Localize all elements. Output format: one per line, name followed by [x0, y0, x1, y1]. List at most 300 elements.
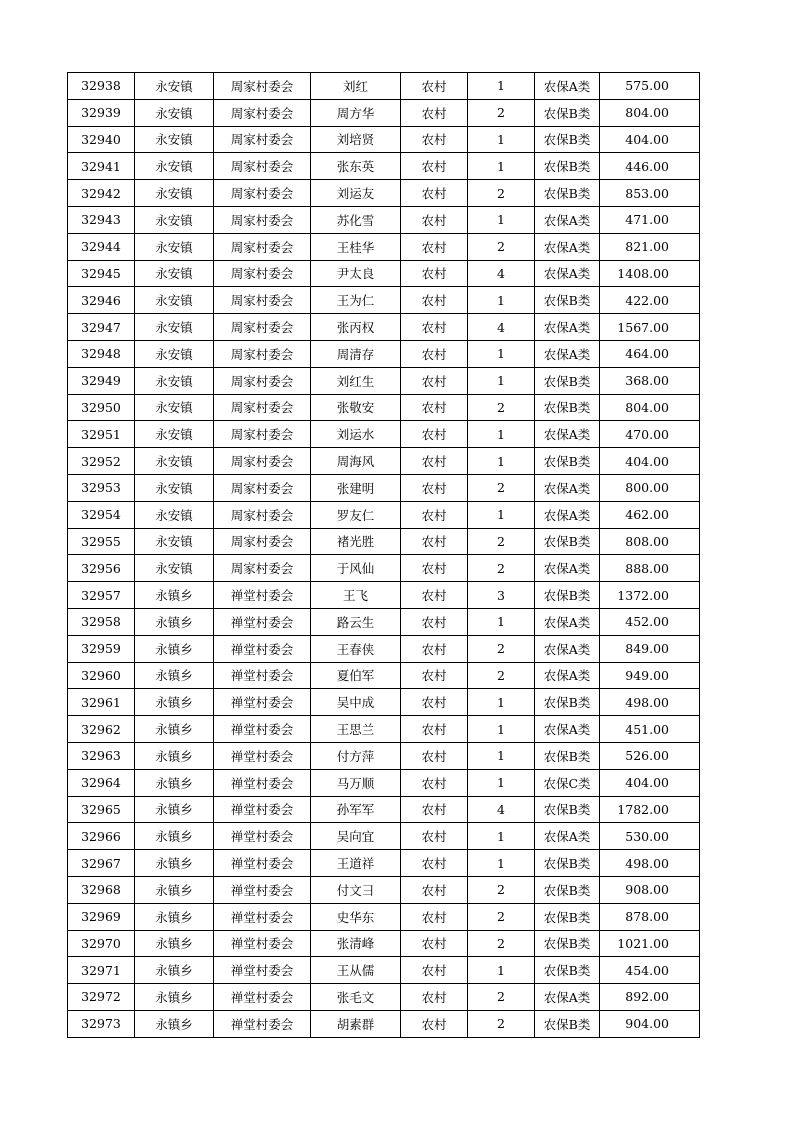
- record-id-cell: 32946: [68, 287, 135, 314]
- town-cell: 永镇乡: [135, 930, 214, 957]
- insurance-category-cell: 农保B类: [535, 957, 600, 984]
- town-cell: 永安镇: [135, 340, 214, 367]
- insurance-category-cell: 农保A类: [535, 662, 600, 689]
- record-id-cell: 32942: [68, 180, 135, 207]
- person-name-cell: 周方华: [311, 99, 401, 126]
- household-type-cell: 农村: [401, 689, 468, 716]
- table-row: [68, 474, 700, 501]
- household-type-cell: 农村: [401, 555, 468, 582]
- household-size-cell: 1: [468, 73, 535, 100]
- village-committee-cell: 禅堂村委会: [214, 823, 311, 850]
- household-size-cell: 1: [468, 716, 535, 743]
- village-committee-cell: 禅堂村委会: [214, 742, 311, 769]
- household-size-cell: 2: [468, 984, 535, 1011]
- household-size-cell: 2: [468, 876, 535, 903]
- record-id-cell: 32972: [68, 984, 135, 1011]
- insurance-category-cell: 农保A类: [535, 823, 600, 850]
- village-committee-cell: 周家村委会: [214, 206, 311, 233]
- amount-cell: 804.00: [600, 394, 700, 421]
- table-row: [68, 742, 700, 769]
- person-name-cell: 苏化雪: [311, 206, 401, 233]
- amount-cell: 821.00: [600, 233, 700, 260]
- household-size-cell: 1: [468, 421, 535, 448]
- insurance-category-cell: 农保A类: [535, 73, 600, 100]
- record-id-cell: 32971: [68, 957, 135, 984]
- person-name-cell: 周海风: [311, 448, 401, 475]
- household-type-cell: 农村: [401, 903, 468, 930]
- village-committee-cell: 禅堂村委会: [214, 930, 311, 957]
- insurance-category-cell: 农保A类: [535, 314, 600, 341]
- table-row: [68, 287, 700, 314]
- household-type-cell: 农村: [401, 260, 468, 287]
- table-row: [68, 796, 700, 823]
- household-size-cell: 1: [468, 957, 535, 984]
- person-name-cell: 张毛文: [311, 984, 401, 1011]
- household-type-cell: 农村: [401, 876, 468, 903]
- person-name-cell: 吴向宜: [311, 823, 401, 850]
- village-committee-cell: 周家村委会: [214, 260, 311, 287]
- village-committee-cell: 周家村委会: [214, 528, 311, 555]
- insurance-category-cell: 农保B类: [535, 287, 600, 314]
- town-cell: 永镇乡: [135, 850, 214, 877]
- insurance-category-cell: 农保A类: [535, 233, 600, 260]
- record-id-cell: 32968: [68, 876, 135, 903]
- amount-cell: 888.00: [600, 555, 700, 582]
- person-name-cell: 褚光胜: [311, 528, 401, 555]
- person-name-cell: 刘红: [311, 73, 401, 100]
- person-name-cell: 张敬安: [311, 394, 401, 421]
- town-cell: 永安镇: [135, 367, 214, 394]
- record-id-cell: 32960: [68, 662, 135, 689]
- table-row: [68, 957, 700, 984]
- insurance-category-cell: 农保B类: [535, 850, 600, 877]
- household-type-cell: 农村: [401, 126, 468, 153]
- household-size-cell: 1: [468, 206, 535, 233]
- table-row: [68, 260, 700, 287]
- record-id-cell: 32953: [68, 474, 135, 501]
- household-size-cell: 2: [468, 635, 535, 662]
- amount-cell: 1782.00: [600, 796, 700, 823]
- table-row: [68, 903, 700, 930]
- insurance-category-cell: 农保A类: [535, 206, 600, 233]
- table-row: [68, 769, 700, 796]
- village-committee-cell: 周家村委会: [214, 126, 311, 153]
- insurance-category-cell: 农保B类: [535, 394, 600, 421]
- insurance-category-cell: 农保A类: [535, 474, 600, 501]
- household-type-cell: 农村: [401, 287, 468, 314]
- household-type-cell: 农村: [401, 796, 468, 823]
- household-size-cell: 1: [468, 340, 535, 367]
- town-cell: 永安镇: [135, 474, 214, 501]
- insurance-category-cell: 农保B类: [535, 528, 600, 555]
- village-committee-cell: 禅堂村委会: [214, 876, 311, 903]
- household-size-cell: 2: [468, 930, 535, 957]
- insurance-category-cell: 农保B类: [535, 903, 600, 930]
- village-committee-cell: 禅堂村委会: [214, 582, 311, 609]
- household-type-cell: 农村: [401, 984, 468, 1011]
- record-id-cell: 32961: [68, 689, 135, 716]
- household-size-cell: 3: [468, 582, 535, 609]
- amount-cell: 526.00: [600, 742, 700, 769]
- household-size-cell: 1: [468, 367, 535, 394]
- person-name-cell: 史华东: [311, 903, 401, 930]
- insurance-category-cell: 农保B类: [535, 876, 600, 903]
- household-type-cell: 农村: [401, 528, 468, 555]
- amount-cell: 464.00: [600, 340, 700, 367]
- household-size-cell: 4: [468, 260, 535, 287]
- household-size-cell: 2: [468, 528, 535, 555]
- amount-cell: 878.00: [600, 903, 700, 930]
- insurance-category-cell: 农保B类: [535, 1010, 600, 1037]
- amount-cell: 949.00: [600, 662, 700, 689]
- table-row: [68, 635, 700, 662]
- village-committee-cell: 禅堂村委会: [214, 689, 311, 716]
- record-id-cell: 32957: [68, 582, 135, 609]
- amount-cell: 853.00: [600, 180, 700, 207]
- amount-cell: 575.00: [600, 73, 700, 100]
- person-name-cell: 孙军军: [311, 796, 401, 823]
- town-cell: 永安镇: [135, 448, 214, 475]
- village-committee-cell: 禅堂村委会: [214, 796, 311, 823]
- village-committee-cell: 禅堂村委会: [214, 850, 311, 877]
- amount-cell: 404.00: [600, 448, 700, 475]
- household-type-cell: 农村: [401, 99, 468, 126]
- insurance-category-cell: 农保A类: [535, 608, 600, 635]
- town-cell: 永镇乡: [135, 608, 214, 635]
- insurance-category-cell: 农保A类: [535, 340, 600, 367]
- table-row: [68, 448, 700, 475]
- household-type-cell: 农村: [401, 742, 468, 769]
- person-name-cell: 王思兰: [311, 716, 401, 743]
- amount-cell: 804.00: [600, 99, 700, 126]
- record-id-cell: 32967: [68, 850, 135, 877]
- village-committee-cell: 周家村委会: [214, 73, 311, 100]
- town-cell: 永镇乡: [135, 635, 214, 662]
- town-cell: 永安镇: [135, 394, 214, 421]
- household-size-cell: 2: [468, 903, 535, 930]
- household-size-cell: 2: [468, 474, 535, 501]
- table-row: [68, 99, 700, 126]
- table-row: [68, 1010, 700, 1037]
- person-name-cell: 吴中成: [311, 689, 401, 716]
- insurance-category-cell: 农保C类: [535, 769, 600, 796]
- village-committee-cell: 周家村委会: [214, 180, 311, 207]
- town-cell: 永安镇: [135, 260, 214, 287]
- table-row: [68, 73, 700, 100]
- record-id-cell: 32964: [68, 769, 135, 796]
- amount-cell: 462.00: [600, 501, 700, 528]
- roster-body: [68, 73, 700, 1038]
- town-cell: 永安镇: [135, 126, 214, 153]
- amount-cell: 446.00: [600, 153, 700, 180]
- town-cell: 永安镇: [135, 421, 214, 448]
- record-id-cell: 32949: [68, 367, 135, 394]
- record-id-cell: 32952: [68, 448, 135, 475]
- household-type-cell: 农村: [401, 314, 468, 341]
- town-cell: 永安镇: [135, 73, 214, 100]
- person-name-cell: 周清存: [311, 340, 401, 367]
- table-row: [68, 180, 700, 207]
- record-id-cell: 32947: [68, 314, 135, 341]
- town-cell: 永镇乡: [135, 876, 214, 903]
- person-name-cell: 付文彐: [311, 876, 401, 903]
- insurance-category-cell: 农保B类: [535, 99, 600, 126]
- village-committee-cell: 禅堂村委会: [214, 716, 311, 743]
- village-committee-cell: 周家村委会: [214, 394, 311, 421]
- village-committee-cell: 禅堂村委会: [214, 1010, 311, 1037]
- person-name-cell: 刘红生: [311, 367, 401, 394]
- table-row: [68, 984, 700, 1011]
- record-id-cell: 32941: [68, 153, 135, 180]
- insurance-category-cell: 农保B类: [535, 153, 600, 180]
- town-cell: 永安镇: [135, 555, 214, 582]
- town-cell: 永安镇: [135, 99, 214, 126]
- household-size-cell: 2: [468, 233, 535, 260]
- household-size-cell: 2: [468, 180, 535, 207]
- amount-cell: 908.00: [600, 876, 700, 903]
- village-committee-cell: 周家村委会: [214, 287, 311, 314]
- record-id-cell: 32938: [68, 73, 135, 100]
- table-row: [68, 340, 700, 367]
- record-id-cell: 32948: [68, 340, 135, 367]
- table-row: [68, 662, 700, 689]
- town-cell: 永镇乡: [135, 903, 214, 930]
- town-cell: 永镇乡: [135, 662, 214, 689]
- village-committee-cell: 周家村委会: [214, 340, 311, 367]
- amount-cell: 368.00: [600, 367, 700, 394]
- insurance-category-cell: 农保B类: [535, 180, 600, 207]
- household-size-cell: 1: [468, 501, 535, 528]
- insurance-category-cell: 农保A类: [535, 421, 600, 448]
- amount-cell: 1567.00: [600, 314, 700, 341]
- household-type-cell: 农村: [401, 73, 468, 100]
- household-type-cell: 农村: [401, 394, 468, 421]
- record-id-cell: 32962: [68, 716, 135, 743]
- record-id-cell: 32955: [68, 528, 135, 555]
- person-name-cell: 王春侠: [311, 635, 401, 662]
- record-id-cell: 32963: [68, 742, 135, 769]
- record-id-cell: 32944: [68, 233, 135, 260]
- town-cell: 永镇乡: [135, 957, 214, 984]
- household-size-cell: 2: [468, 394, 535, 421]
- person-name-cell: 王从儒: [311, 957, 401, 984]
- village-committee-cell: 周家村委会: [214, 555, 311, 582]
- amount-cell: 454.00: [600, 957, 700, 984]
- person-name-cell: 尹太良: [311, 260, 401, 287]
- table-row: [68, 314, 700, 341]
- amount-cell: 1372.00: [600, 582, 700, 609]
- household-type-cell: 农村: [401, 608, 468, 635]
- table-row: [68, 394, 700, 421]
- village-committee-cell: 周家村委会: [214, 233, 311, 260]
- household-size-cell: 1: [468, 742, 535, 769]
- town-cell: 永镇乡: [135, 769, 214, 796]
- insurance-category-cell: 农保A类: [535, 501, 600, 528]
- village-committee-cell: 周家村委会: [214, 367, 311, 394]
- household-size-cell: 2: [468, 1010, 535, 1037]
- record-id-cell: 32956: [68, 555, 135, 582]
- household-size-cell: 4: [468, 314, 535, 341]
- amount-cell: 808.00: [600, 528, 700, 555]
- town-cell: 永镇乡: [135, 582, 214, 609]
- record-id-cell: 32939: [68, 99, 135, 126]
- record-id-cell: 32969: [68, 903, 135, 930]
- table-row: [68, 501, 700, 528]
- person-name-cell: 张建明: [311, 474, 401, 501]
- amount-cell: 904.00: [600, 1010, 700, 1037]
- record-id-cell: 32970: [68, 930, 135, 957]
- household-type-cell: 农村: [401, 769, 468, 796]
- table-row: [68, 689, 700, 716]
- insurance-category-cell: 农保B类: [535, 367, 600, 394]
- amount-cell: 471.00: [600, 206, 700, 233]
- household-type-cell: 农村: [401, 1010, 468, 1037]
- record-id-cell: 32945: [68, 260, 135, 287]
- table-row: [68, 126, 700, 153]
- household-type-cell: 农村: [401, 340, 468, 367]
- household-type-cell: 农村: [401, 367, 468, 394]
- amount-cell: 470.00: [600, 421, 700, 448]
- village-committee-cell: 周家村委会: [214, 474, 311, 501]
- person-name-cell: 张东英: [311, 153, 401, 180]
- person-name-cell: 付方萍: [311, 742, 401, 769]
- household-size-cell: 1: [468, 850, 535, 877]
- record-id-cell: 32954: [68, 501, 135, 528]
- insurance-category-cell: 农保A类: [535, 635, 600, 662]
- insurance-category-cell: 农保A类: [535, 716, 600, 743]
- household-size-cell: 1: [468, 153, 535, 180]
- household-size-cell: 1: [468, 448, 535, 475]
- amount-cell: 530.00: [600, 823, 700, 850]
- village-committee-cell: 周家村委会: [214, 501, 311, 528]
- person-name-cell: 张清峰: [311, 930, 401, 957]
- village-committee-cell: 周家村委会: [214, 99, 311, 126]
- amount-cell: 800.00: [600, 474, 700, 501]
- household-type-cell: 农村: [401, 582, 468, 609]
- amount-cell: 404.00: [600, 769, 700, 796]
- village-committee-cell: 禅堂村委会: [214, 635, 311, 662]
- insurance-category-cell: 农保B类: [535, 582, 600, 609]
- town-cell: 永镇乡: [135, 689, 214, 716]
- table-row: [68, 850, 700, 877]
- table-row: [68, 153, 700, 180]
- person-name-cell: 王飞: [311, 582, 401, 609]
- town-cell: 永镇乡: [135, 716, 214, 743]
- amount-cell: 1408.00: [600, 260, 700, 287]
- record-id-cell: 32973: [68, 1010, 135, 1037]
- village-committee-cell: 周家村委会: [214, 153, 311, 180]
- household-type-cell: 农村: [401, 448, 468, 475]
- household-type-cell: 农村: [401, 153, 468, 180]
- amount-cell: 404.00: [600, 126, 700, 153]
- table-row: [68, 206, 700, 233]
- household-size-cell: 4: [468, 796, 535, 823]
- record-id-cell: 32943: [68, 206, 135, 233]
- person-name-cell: 王为仁: [311, 287, 401, 314]
- village-committee-cell: 禅堂村委会: [214, 662, 311, 689]
- household-size-cell: 2: [468, 555, 535, 582]
- record-id-cell: 32951: [68, 421, 135, 448]
- table-row: [68, 876, 700, 903]
- record-id-cell: 32958: [68, 608, 135, 635]
- table-row: [68, 528, 700, 555]
- household-size-cell: 2: [468, 99, 535, 126]
- table-row: [68, 930, 700, 957]
- insurance-category-cell: 农保B类: [535, 126, 600, 153]
- village-committee-cell: 周家村委会: [214, 421, 311, 448]
- insurance-category-cell: 农保B类: [535, 742, 600, 769]
- household-size-cell: 1: [468, 689, 535, 716]
- town-cell: 永安镇: [135, 180, 214, 207]
- person-name-cell: 路云生: [311, 608, 401, 635]
- amount-cell: 498.00: [600, 689, 700, 716]
- household-type-cell: 农村: [401, 501, 468, 528]
- person-name-cell: 罗友仁: [311, 501, 401, 528]
- village-committee-cell: 周家村委会: [214, 448, 311, 475]
- person-name-cell: 张丙权: [311, 314, 401, 341]
- amount-cell: 451.00: [600, 716, 700, 743]
- town-cell: 永安镇: [135, 287, 214, 314]
- village-committee-cell: 禅堂村委会: [214, 984, 311, 1011]
- household-size-cell: 1: [468, 769, 535, 796]
- household-type-cell: 农村: [401, 716, 468, 743]
- amount-cell: 452.00: [600, 608, 700, 635]
- person-name-cell: 夏伯军: [311, 662, 401, 689]
- insurance-category-cell: 农保A类: [535, 555, 600, 582]
- record-id-cell: 32950: [68, 394, 135, 421]
- town-cell: 永安镇: [135, 314, 214, 341]
- town-cell: 永镇乡: [135, 984, 214, 1011]
- household-type-cell: 农村: [401, 635, 468, 662]
- person-name-cell: 刘运水: [311, 421, 401, 448]
- town-cell: 永安镇: [135, 233, 214, 260]
- table-row: [68, 555, 700, 582]
- village-committee-cell: 禅堂村委会: [214, 957, 311, 984]
- town-cell: 永安镇: [135, 501, 214, 528]
- household-type-cell: 农村: [401, 930, 468, 957]
- town-cell: 永镇乡: [135, 796, 214, 823]
- household-type-cell: 农村: [401, 180, 468, 207]
- record-id-cell: 32965: [68, 796, 135, 823]
- roster-table: [67, 72, 700, 1038]
- person-name-cell: 刘运友: [311, 180, 401, 207]
- village-committee-cell: 禅堂村委会: [214, 608, 311, 635]
- insurance-category-cell: 农保B类: [535, 796, 600, 823]
- household-type-cell: 农村: [401, 823, 468, 850]
- town-cell: 永镇乡: [135, 823, 214, 850]
- household-size-cell: 1: [468, 287, 535, 314]
- town-cell: 永镇乡: [135, 742, 214, 769]
- table-row: [68, 367, 700, 394]
- amount-cell: 422.00: [600, 287, 700, 314]
- town-cell: 永安镇: [135, 528, 214, 555]
- table-row: [68, 823, 700, 850]
- insurance-category-cell: 农保B类: [535, 689, 600, 716]
- village-committee-cell: 禅堂村委会: [214, 769, 311, 796]
- amount-cell: 849.00: [600, 635, 700, 662]
- insurance-category-cell: 农保A类: [535, 984, 600, 1011]
- household-type-cell: 农村: [401, 474, 468, 501]
- person-name-cell: 王道祥: [311, 850, 401, 877]
- household-size-cell: 1: [468, 823, 535, 850]
- person-name-cell: 王桂华: [311, 233, 401, 260]
- table-row: [68, 608, 700, 635]
- household-size-cell: 1: [468, 126, 535, 153]
- household-type-cell: 农村: [401, 421, 468, 448]
- amount-cell: 892.00: [600, 984, 700, 1011]
- person-name-cell: 马万顺: [311, 769, 401, 796]
- record-id-cell: 32959: [68, 635, 135, 662]
